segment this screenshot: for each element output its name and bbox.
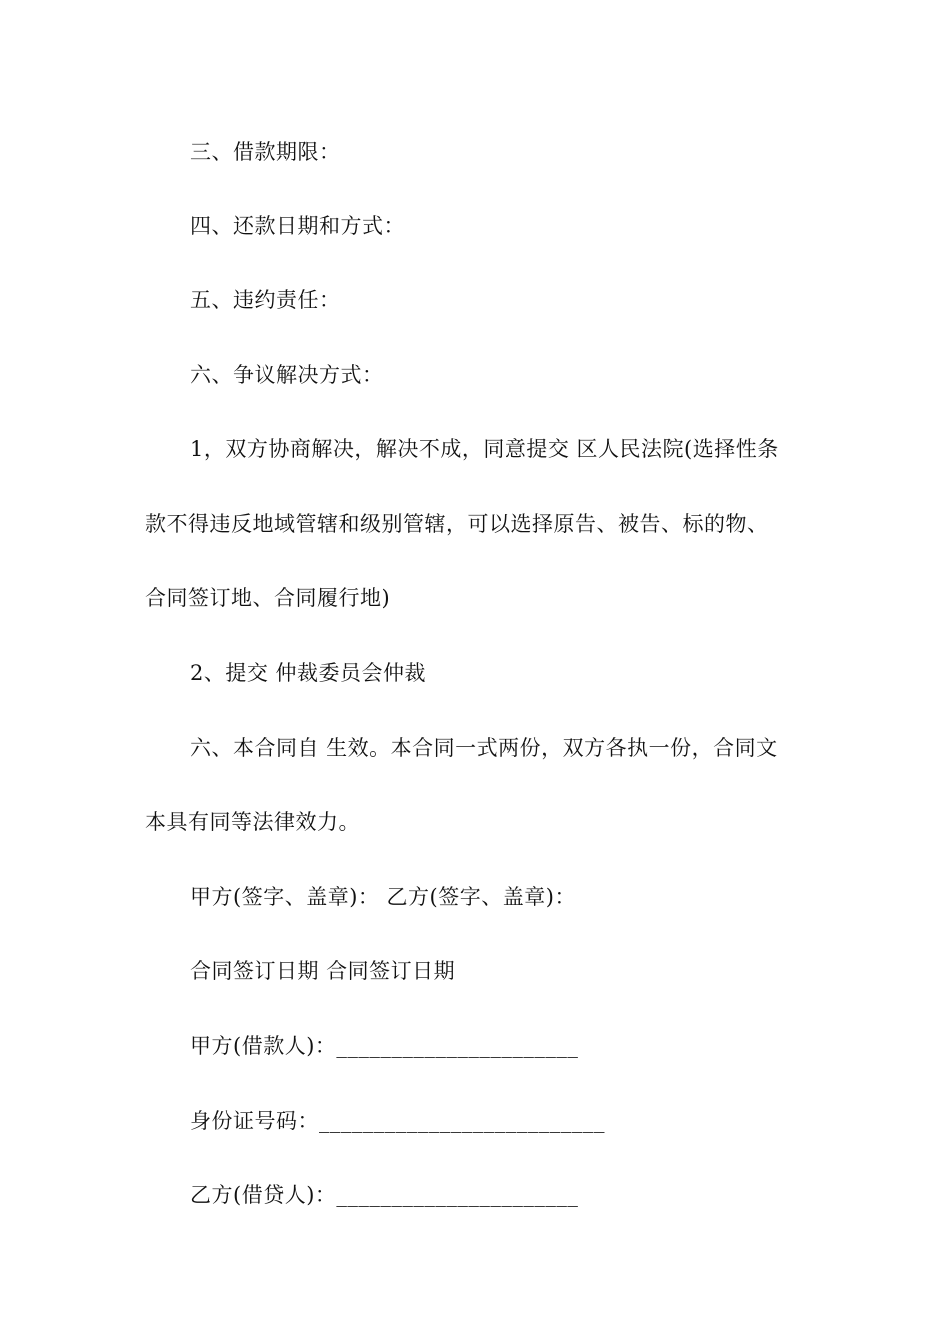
- dispute-clause-1-line-2: 款不得违反地域管辖和级别管辖，可以选择原告、被告、标的物、: [145, 512, 769, 536]
- signing-date-line: 合同签订日期 合同签订日期: [190, 959, 456, 983]
- signature-line: 甲方(签字、盖章)： 乙方(签字、盖章)：: [190, 885, 576, 909]
- lender-field: 乙方(借贷人)：______________________: [190, 1183, 579, 1207]
- effect-clause-line-1: 六、本合同自 生效。本合同一式两份，双方各执一份，合同文: [190, 736, 778, 760]
- id-number-field: 身份证号码：__________________________: [190, 1109, 605, 1133]
- section-dispute-resolution: 六、争议解决方式：: [190, 363, 384, 387]
- section-breach-liability: 五、违约责任：: [190, 288, 341, 312]
- dispute-clause-1-line-3: 合同签订地、合同履行地): [145, 586, 391, 610]
- dispute-clause-2: 2、提交 仲裁委员会仲裁: [190, 661, 427, 685]
- dispute-clause-1-line-1: 1，双方协商解决，解决不成，同意提交 区人民法院(选择性条: [190, 437, 779, 461]
- borrower-field: 甲方(借款人)：______________________: [190, 1034, 579, 1058]
- section-repayment: 四、还款日期和方式：: [190, 214, 405, 238]
- section-loan-term: 三、借款期限：: [190, 140, 341, 164]
- effect-clause-line-2: 本具有同等法律效力。: [145, 810, 360, 834]
